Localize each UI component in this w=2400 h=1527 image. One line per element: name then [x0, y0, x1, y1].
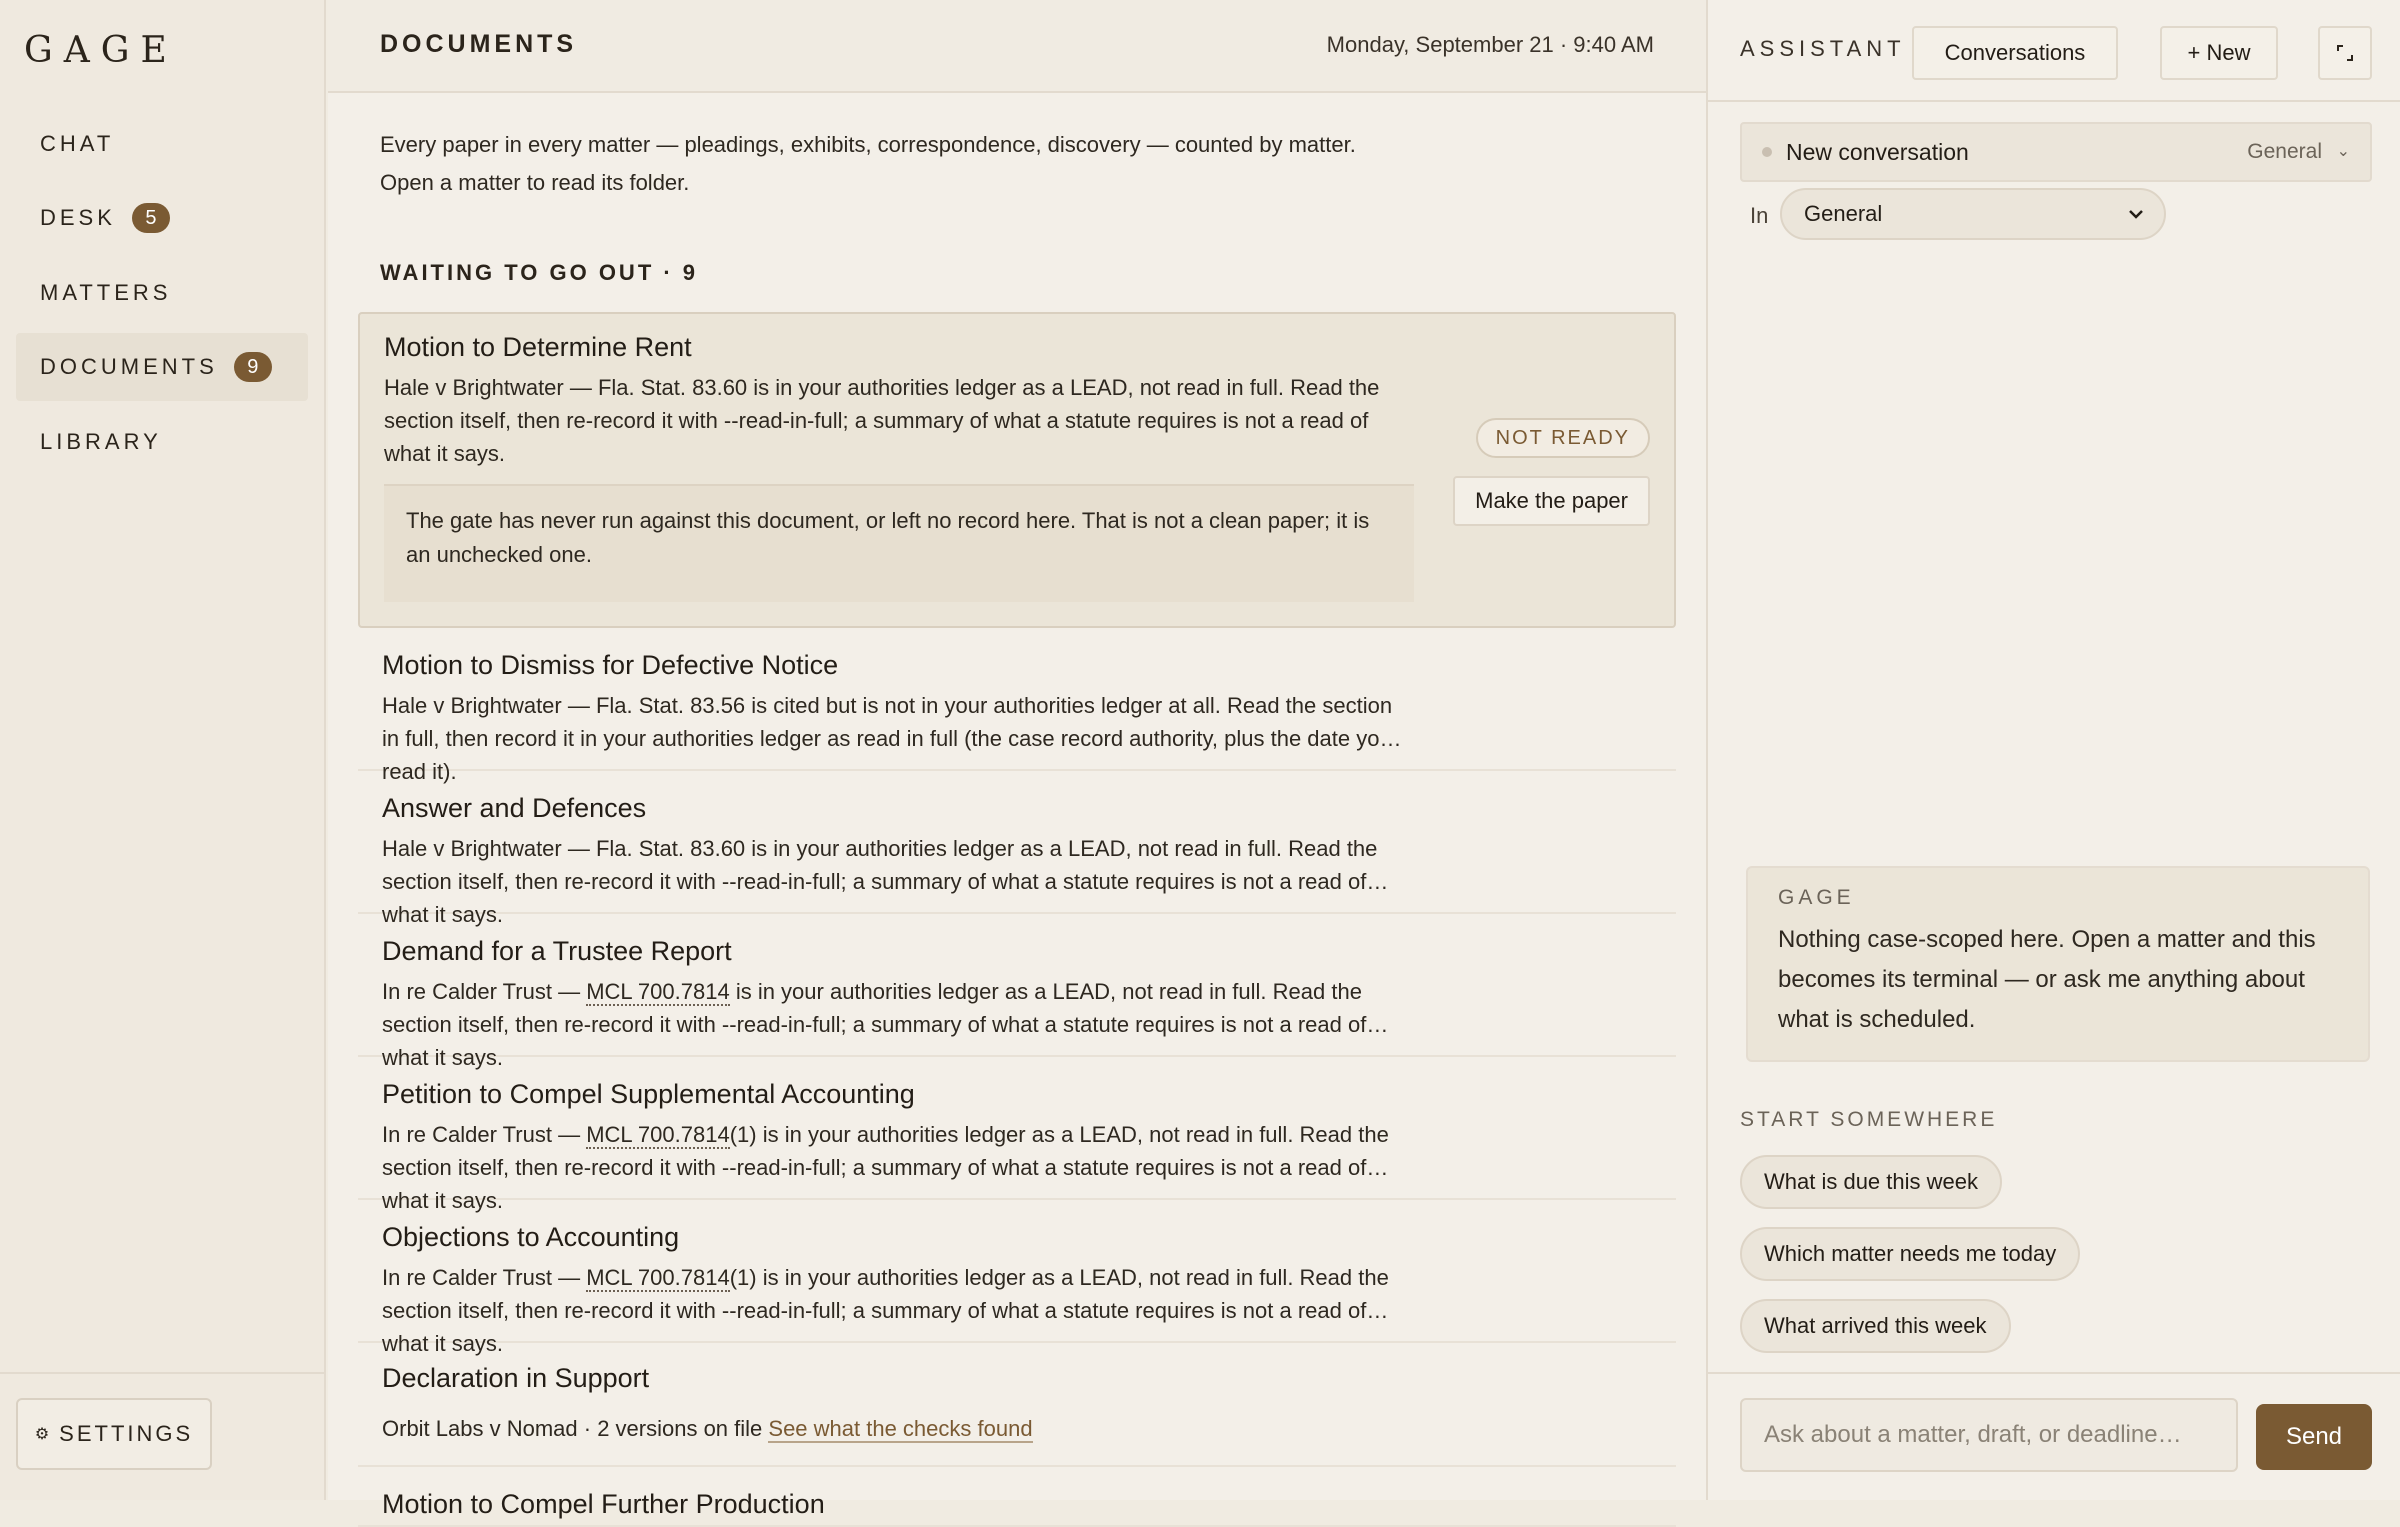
document-item[interactable] [358, 1467, 1676, 1527]
document-item[interactable] [358, 628, 1676, 784]
documents-panel [328, 0, 1706, 1519]
version-count: Orbit Labs v Nomad · 2 versions on file [382, 1416, 769, 1441]
summary-text: (1) is in your authorities ledger as a LEAD, not read in full. Read the section itself, then re-record it with --read-in-full; a summary of what a statute requires is not a read of what it says. [382, 1265, 1389, 1356]
scope-select[interactable] [1780, 188, 2166, 240]
document-summary: Hale v Brightwater — Fla. Stat. 83.60 is in your authorities ledger as a LEAD, not read in full. Read the section itself, then re-record it with --read-in-full; a summary of what a statute requires is not a read of what it says. [384, 375, 1380, 466]
settings-label: SETTINGS [59, 1421, 194, 1446]
assistant-input[interactable] [1740, 1398, 2238, 1472]
see-checks-link[interactable]: See what the checks found [768, 1416, 1033, 1441]
nav-item-library[interactable] [16, 408, 308, 476]
document-item-selected[interactable] [358, 312, 1676, 628]
nav-item-label: LIBRARY [40, 429, 162, 454]
divider [0, 1372, 326, 1374]
divider [1708, 1372, 2400, 1374]
document-title: Motion to Compel Further Production [382, 1489, 825, 1519]
scope-value: General [1804, 201, 1883, 226]
document-title: Demand for a Trustee Report [382, 936, 732, 966]
nav-item-label: MATTERS [40, 280, 172, 305]
document-title: Declaration in Support [382, 1363, 650, 1393]
count-badge: 5 [132, 203, 170, 233]
suggestion-chip[interactable]: What arrived this week [1740, 1299, 2011, 1353]
nav-item-label: DESK [40, 205, 116, 230]
document-item[interactable] [358, 1343, 1676, 1467]
document-summary: Hale v Brightwater — Fla. Stat. 83.60 is in your authorities ledger as a LEAD, not read in full. Read the section itself, then re-record it with --read-in-full; a summary of what a statute requires is not a read of what it says. [382, 836, 1378, 927]
page-header [328, 0, 1706, 93]
document-summary [382, 1118, 1412, 1213]
suggestion-chip[interactable]: Which matter needs me today [1740, 1227, 2080, 1281]
status-badge: NOT READY [1476, 418, 1650, 458]
status-dot [1762, 147, 1772, 157]
document-item[interactable] [358, 914, 1676, 1070]
page-intro [380, 126, 1480, 202]
send-button[interactable]: Send [2256, 1404, 2372, 1470]
statute-citation[interactable]: MCL 700.7814 [586, 1122, 730, 1147]
chevron-down-icon [2126, 204, 2146, 224]
document-title: Objections to Accounting [382, 1222, 680, 1252]
document-title: Answer and Defences [382, 793, 647, 823]
new-conversation-button[interactable]: + New [2160, 26, 2278, 80]
message-text: Nothing case-scoped here. Open a matter and this becomes its terminal — or ask me anything about what is scheduled. [1778, 926, 2316, 1033]
suggestion-chip[interactable]: What is due this week [1740, 1155, 2002, 1209]
matter-prefix: In re Calder Trust — [382, 1265, 587, 1290]
nav-item-desk[interactable] [16, 184, 308, 252]
matter-prefix: In re Calder Trust — [382, 979, 587, 1004]
nav-item-label: CHAT [40, 131, 115, 156]
intro-line: Every paper in every matter — pleadings, exhibits, correspondence, discovery — counted by matter. [380, 132, 1356, 157]
summary-text: is in your authorities ledger as a LEAD, not read in full. Read the section itself, then re-record it with --read-in-full; a summary of what a statute requires is not a read of what it says. [382, 979, 1367, 1070]
conversation-scope: General [2247, 140, 2322, 163]
statute-citation[interactable]: MCL 700.7814 [586, 979, 730, 1004]
conversation-selector[interactable] [1740, 122, 2372, 182]
nav-item-chat[interactable] [16, 110, 308, 178]
settings-button[interactable] [16, 1398, 212, 1470]
document-meta [382, 1412, 1412, 1445]
assistant-header [1708, 0, 2400, 102]
document-item[interactable] [358, 771, 1676, 927]
section-heading: WAITING TO GO OUT · 9 [380, 260, 699, 285]
gate-note: The gate has never run against this document, or left no record here. That is not a clean paper; it is an unchecked one. [384, 484, 1414, 602]
assistant-panel [1706, 0, 2400, 1500]
message-sender: GAGE [1778, 886, 1855, 909]
count-badge: 9 [234, 352, 272, 382]
brand-logo: GAGE [24, 30, 178, 71]
statute-citation[interactable]: MCL 700.7814 [586, 1265, 730, 1290]
gear-icon: ⚙ [34, 1426, 50, 1443]
conversation-name: New conversation [1786, 138, 1969, 165]
document-summary [382, 975, 1412, 1070]
sidebar-nav [0, 0, 326, 1500]
assistant-message [1746, 866, 2370, 1062]
nav-item-label: DOCUMENTS [40, 354, 218, 379]
summary-text: (1) is in your authorities ledger as a LEAD, not read in full. Read the section itself, then re-record it with --read-in-full; a summary of what a statute requires is not a read of what it says. [382, 1122, 1389, 1213]
expand-button[interactable] [2318, 26, 2372, 80]
document-item[interactable] [358, 1057, 1676, 1213]
page-title: DOCUMENTS [380, 30, 578, 58]
current-datetime: Monday, September 21 · 9:40 AM [1326, 32, 1654, 57]
document-item[interactable] [358, 1200, 1676, 1356]
document-list [358, 312, 1676, 1527]
nav-item-documents[interactable] [16, 333, 308, 401]
document-title: Motion to Dismiss for Defective Notice [382, 650, 839, 680]
chevron-down-icon: ⌄ [2336, 143, 2350, 160]
intro-line: Open a matter to read its folder. [380, 170, 690, 195]
suggestions-heading: START SOMEWHERE [1740, 1108, 1998, 1131]
expand-icon [2335, 43, 2355, 63]
make-paper-button[interactable]: Make the paper [1453, 476, 1650, 526]
document-title: Motion to Determine Rent [384, 332, 692, 362]
assistant-title: ASSISTANT [1740, 36, 1906, 61]
matter-prefix: In re Calder Trust — [382, 1122, 587, 1147]
nav-item-matters[interactable] [16, 259, 308, 327]
document-summary: Hale v Brightwater — Fla. Stat. 83.56 is cited but is not in your authorities ledger at all. Read the section in full, then record it in your authorities ledger as read in full (the case record authority, plus the date you read it). [382, 693, 1393, 784]
conversations-button[interactable]: Conversations [1912, 26, 2118, 80]
document-title: Petition to Compel Supplemental Accounting [382, 1079, 915, 1109]
scope-label: In [1750, 203, 1769, 228]
document-summary [382, 1261, 1412, 1356]
